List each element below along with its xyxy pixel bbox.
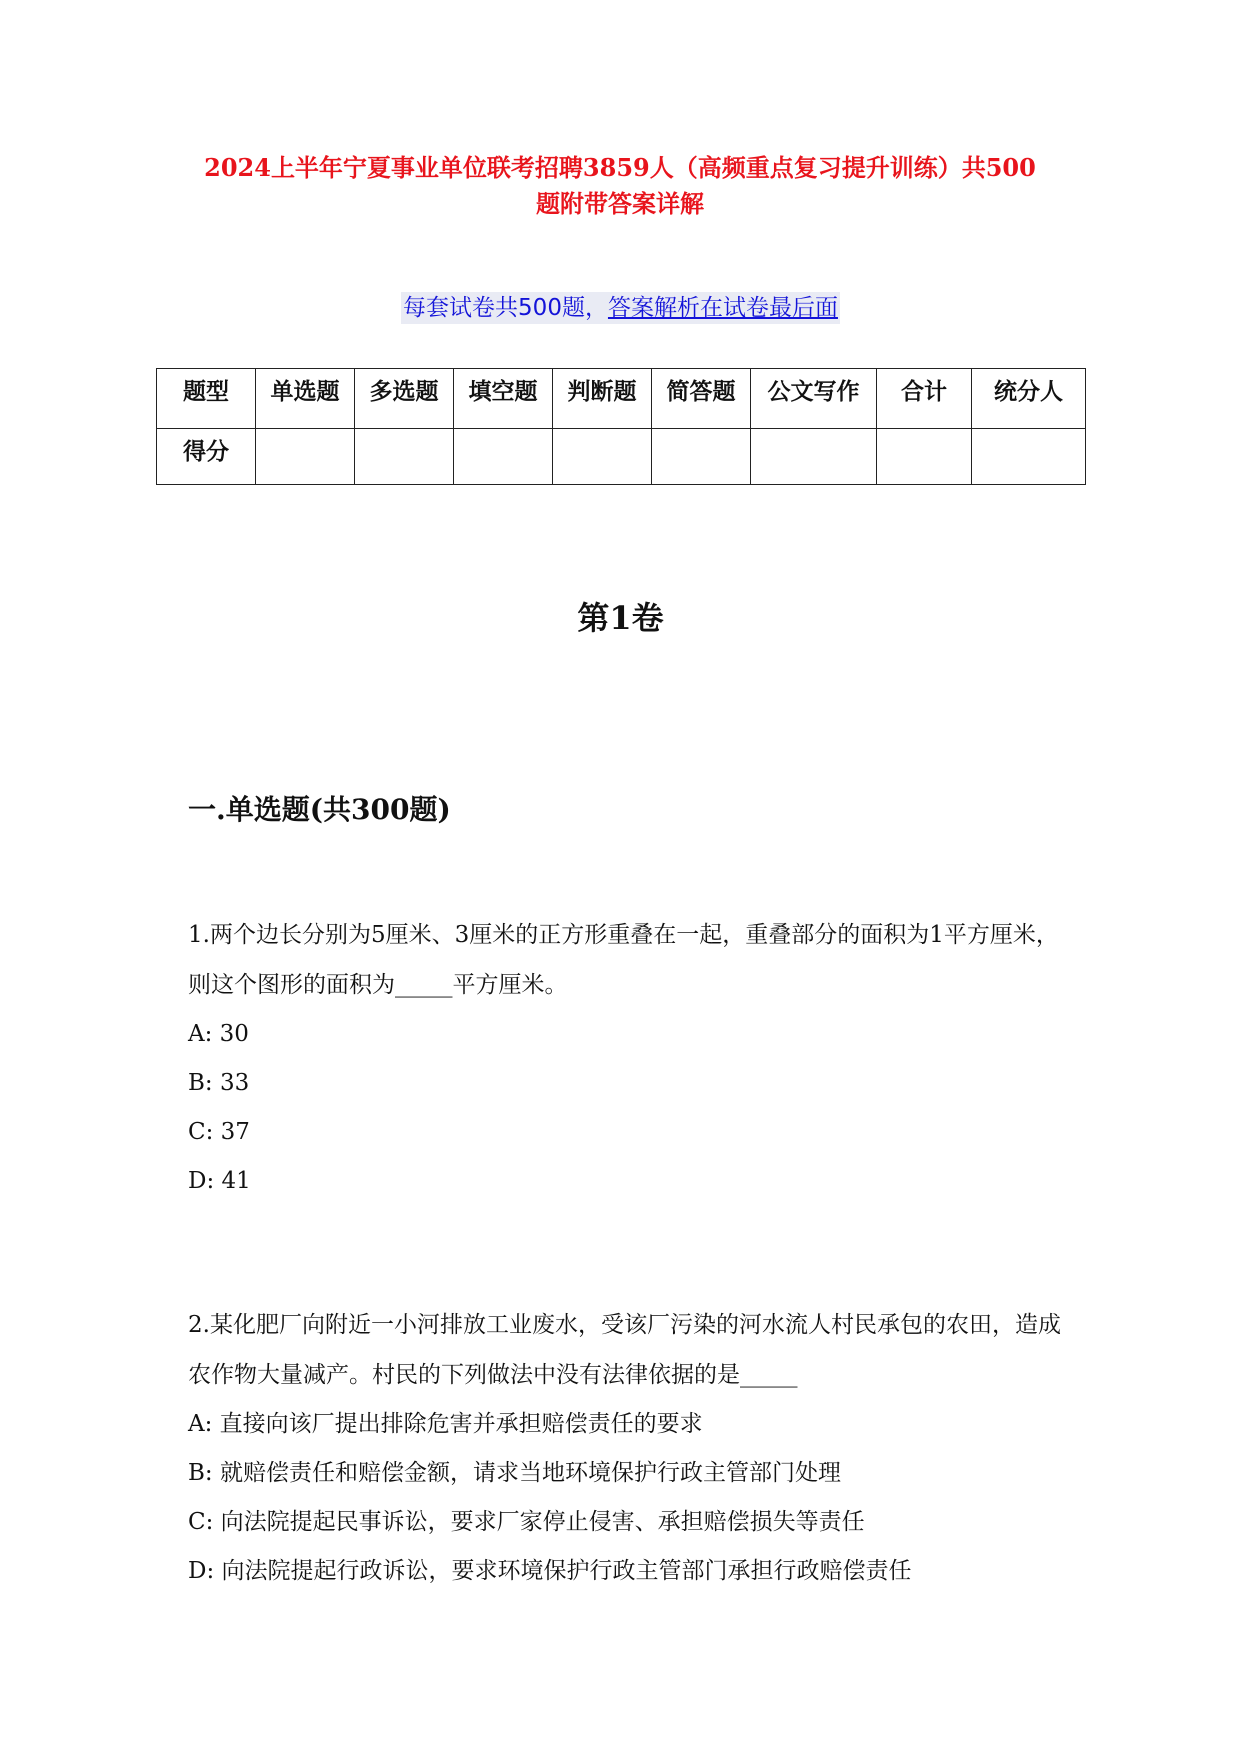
header-cell-official-writing: 公文写作	[751, 369, 877, 429]
score-cell	[751, 429, 877, 485]
option-d: D: 41	[188, 1168, 251, 1194]
header-cell-short-answer: 简答题	[652, 369, 751, 429]
score-table	[156, 368, 1086, 485]
option-c: C: 37	[188, 1119, 250, 1145]
header-cell-total: 合计	[877, 369, 972, 429]
header-cell-true-false: 判断题	[553, 369, 652, 429]
option-c: C: 向法院提起民事诉讼，要求厂家停止侵害、承担赔偿损失等责任	[188, 1509, 865, 1535]
header-cell-multiple-choice: 多选题	[355, 369, 454, 429]
subtitle-part2: 答案解析在试卷最后面	[607, 295, 838, 321]
question-2	[188, 1300, 1068, 1596]
option-b: B: 就赔偿责任和赔偿金额，请求当地环境保护行政主管部门处理	[188, 1460, 841, 1486]
score-cell	[553, 429, 652, 485]
volume-title: 第1卷	[577, 599, 664, 637]
header-cell-fill-blank: 填空题	[454, 369, 553, 429]
subtitle	[401, 292, 840, 324]
document-title-line1: 2024上半年宁夏事业单位联考招聘3859人（高频重点复习提升训练）共500	[204, 153, 1036, 182]
question-1	[188, 910, 1068, 1206]
section-title: 一.单选题(共300题)	[188, 793, 451, 826]
header-cell-single-choice: 单选题	[256, 369, 355, 429]
header-cell-scorer: 统分人	[972, 369, 1086, 429]
score-cell	[877, 429, 972, 485]
option-a: A: 30	[188, 1021, 249, 1047]
subtitle-part1: 每套试卷共500题，	[403, 295, 608, 321]
option-a: A: 直接向该厂提出排除危害并承担赔偿责任的要求	[188, 1411, 703, 1437]
option-b: B: 33	[188, 1070, 250, 1096]
document-title-line2: 题附带答案详解	[536, 189, 704, 218]
score-cell	[454, 429, 553, 485]
question-stem: 2.某化肥厂向附近一小河排放工业废水，受该厂污染的河水流人村民承包的农田，造成农作物大量减产。村民的下列做法中没有法律依据的是_____	[188, 1312, 1061, 1388]
header-cell-type: 题型	[157, 369, 256, 429]
score-row-label: 得分	[157, 429, 256, 485]
question-stem: 1.两个边长分别为5厘米、3厘米的正方形重叠在一起，重叠部分的面积为1平方厘米，则这个图形的面积为_____平方厘米。	[188, 922, 1059, 998]
score-cell	[652, 429, 751, 485]
option-d: D: 向法院提起行政诉讼，要求环境保护行政主管部门承担行政赔偿责任	[188, 1558, 912, 1584]
score-cell	[972, 429, 1086, 485]
score-table-header-row	[157, 369, 1086, 429]
subtitle-container	[0, 292, 1241, 324]
score-table-score-row	[157, 429, 1086, 485]
score-cell	[355, 429, 454, 485]
score-cell	[256, 429, 355, 485]
document-title	[160, 150, 1080, 222]
